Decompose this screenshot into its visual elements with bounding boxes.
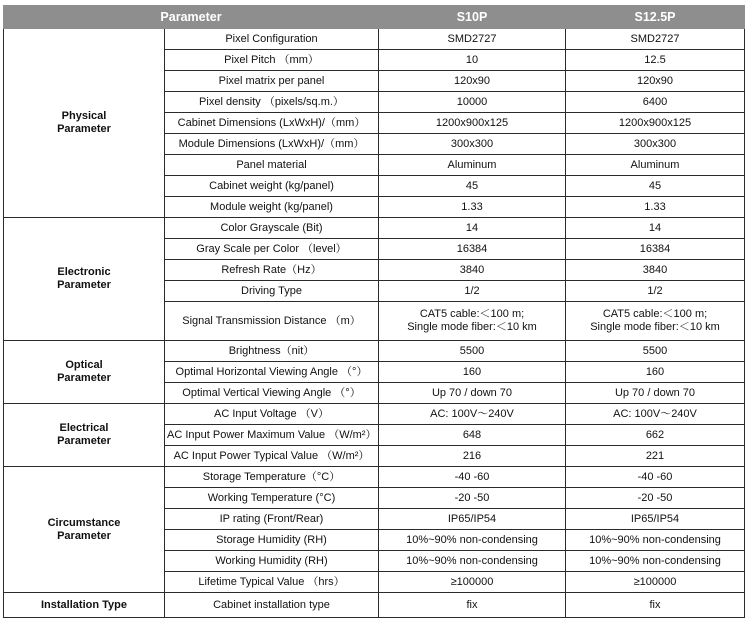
- value-s12-5p: fix: [566, 593, 745, 618]
- group-label: [4, 29, 165, 218]
- value-s12-5p: 1.33: [566, 197, 745, 218]
- value-s10p: 300x300: [379, 134, 566, 155]
- value-s12-5p: 10%~90% non-condensing: [566, 530, 745, 551]
- table-row: [4, 218, 745, 239]
- table-row: [4, 29, 745, 50]
- value-s12-5p: 1200x900x125: [566, 113, 745, 134]
- group-label-line: Electronic: [57, 266, 111, 278]
- parameter-name: Storage Temperature（°C）: [165, 467, 379, 488]
- value-s10p: Aluminum: [379, 155, 566, 176]
- value-line: CAT5 cable:＜100 m;: [602, 308, 708, 320]
- value-s12-5p: -20 -50: [566, 488, 745, 509]
- value-s10p: AC: 100V～240V: [379, 404, 566, 425]
- group-label-line: Parameter: [57, 279, 111, 291]
- value-s12-5p: 3840: [566, 260, 745, 281]
- parameter-name: Cabinet installation type: [165, 593, 379, 618]
- value-s12-5p: 300x300: [566, 134, 745, 155]
- parameter-name: Pixel density （pixels/sq.m.）: [165, 92, 379, 113]
- parameter-name: Optimal Vertical Viewing Angle （°）: [165, 383, 379, 404]
- value-s10p: 10%~90% non-condensing: [379, 551, 566, 572]
- table-row: [4, 593, 745, 618]
- group-label: [4, 593, 165, 618]
- value-s10p: IP65/IP54: [379, 509, 566, 530]
- parameter-name: Cabinet Dimensions (LxWxH)/（mm）: [165, 113, 379, 134]
- parameter-name: Optimal Horizontal Viewing Angle （°）: [165, 362, 379, 383]
- parameter-name: Driving Type: [165, 281, 379, 302]
- header-model-s10p: S10P: [379, 6, 566, 29]
- group-label-line: Installation Type: [41, 598, 127, 611]
- value-s10p: 5500: [379, 341, 566, 362]
- value-s10p: 160: [379, 362, 566, 383]
- value-line: Single mode fiber:＜10 km: [407, 321, 537, 333]
- group-label-line: Parameter: [57, 435, 111, 447]
- value-s12-5p: AC: 100V～240V: [566, 404, 745, 425]
- value-s10p: 10000: [379, 92, 566, 113]
- value-s10p: 216: [379, 446, 566, 467]
- value-s12-5p: 662: [566, 425, 745, 446]
- parameter-name: Working Temperature (°C): [165, 488, 379, 509]
- value-s12-5p: 12.5: [566, 50, 745, 71]
- value-s10p: 3840: [379, 260, 566, 281]
- value-s12-5p: IP65/IP54: [566, 509, 745, 530]
- parameter-name: Signal Transmission Distance （m）: [165, 302, 379, 341]
- table-row: [4, 467, 745, 488]
- value-s10p: 10%~90% non-condensing: [379, 530, 566, 551]
- value-s10p: SMD2727: [379, 29, 566, 50]
- value-s10p: 10: [379, 50, 566, 71]
- parameter-name: Pixel Pitch （mm）: [165, 50, 379, 71]
- value-s12-5p: 6400: [566, 92, 745, 113]
- parameter-name: IP rating (Front/Rear): [165, 509, 379, 530]
- value-s10p: 1.33: [379, 197, 566, 218]
- parameter-name: AC Input Power Typical Value （W/m²）: [165, 446, 379, 467]
- value-s10p: 45: [379, 176, 566, 197]
- value-s12-5p: 221: [566, 446, 745, 467]
- value-s12-5p: 14: [566, 218, 745, 239]
- value-s12-5p: -40 -60: [566, 467, 745, 488]
- parameter-name: Storage Humidity (RH): [165, 530, 379, 551]
- table-row: [4, 341, 745, 362]
- value-s12-5p: Up 70 / down 70: [566, 383, 745, 404]
- parameter-name: Color Grayscale (Bit): [165, 218, 379, 239]
- table-row: [4, 404, 745, 425]
- parameter-name: Lifetime Typical Value （hrs）: [165, 572, 379, 593]
- group-label: [4, 467, 165, 593]
- group-label: [4, 341, 165, 404]
- group-label-line: Parameter: [57, 372, 111, 384]
- value-s10p: fix: [379, 593, 566, 618]
- parameter-name: Working Humidity (RH): [165, 551, 379, 572]
- table-header-row: [4, 6, 745, 29]
- parameter-name: AC Input Power Maximum Value （W/m²）: [165, 425, 379, 446]
- group-label-line: Electrical: [59, 422, 109, 434]
- value-s12-5p: 5500: [566, 341, 745, 362]
- parameter-name: Pixel Configuration: [165, 29, 379, 50]
- parameter-name: Panel material: [165, 155, 379, 176]
- value-s12-5p: 1/2: [566, 281, 745, 302]
- value-s10p: 1/2: [379, 281, 566, 302]
- value-s12-5p: ≥100000: [566, 572, 745, 593]
- parameter-name: Module Dimensions (LxWxH)/（mm）: [165, 134, 379, 155]
- group-label-line: Parameter: [57, 123, 111, 135]
- parameter-name: AC Input Voltage （V）: [165, 404, 379, 425]
- value-line: CAT5 cable:＜100 m;: [419, 308, 525, 320]
- parameter-name: Cabinet weight (kg/panel): [165, 176, 379, 197]
- group-label-line: Circumstance: [47, 516, 121, 529]
- spec-table: [3, 5, 745, 618]
- value-s12-5p: [566, 302, 745, 341]
- parameter-name: Refresh Rate（Hz）: [165, 260, 379, 281]
- value-s10p: 14: [379, 218, 566, 239]
- group-label-line: Physical: [61, 110, 107, 122]
- value-s10p: 648: [379, 425, 566, 446]
- value-s12-5p: 160: [566, 362, 745, 383]
- parameter-name: Module weight (kg/panel): [165, 197, 379, 218]
- value-s12-5p: Aluminum: [566, 155, 745, 176]
- header-model-s12-5p: S12.5P: [566, 6, 745, 29]
- group-label-line: Parameter: [57, 529, 111, 542]
- value-s12-5p: 10%~90% non-condensing: [566, 551, 745, 572]
- group-label: [4, 218, 165, 341]
- value-s12-5p: 120x90: [566, 71, 745, 92]
- value-s10p: -40 -60: [379, 467, 566, 488]
- value-s12-5p: SMD2727: [566, 29, 745, 50]
- value-s10p: [379, 302, 566, 341]
- group-label: [4, 404, 165, 467]
- group-label-line: Optical: [65, 359, 103, 371]
- value-line: Single mode fiber:＜10 km: [590, 321, 720, 333]
- parameter-name: Brightness（nit）: [165, 341, 379, 362]
- value-s12-5p: 45: [566, 176, 745, 197]
- value-s10p: ≥100000: [379, 572, 566, 593]
- table-body: [4, 29, 745, 618]
- value-s10p: 1200x900x125: [379, 113, 566, 134]
- parameter-name: Gray Scale per Color （level）: [165, 239, 379, 260]
- value-s10p: Up 70 / down 70: [379, 383, 566, 404]
- parameter-name: Pixel matrix per panel: [165, 71, 379, 92]
- value-s10p: 16384: [379, 239, 566, 260]
- value-s10p: 120x90: [379, 71, 566, 92]
- header-parameter: Parameter: [4, 6, 379, 29]
- value-s12-5p: 16384: [566, 239, 745, 260]
- value-s10p: -20 -50: [379, 488, 566, 509]
